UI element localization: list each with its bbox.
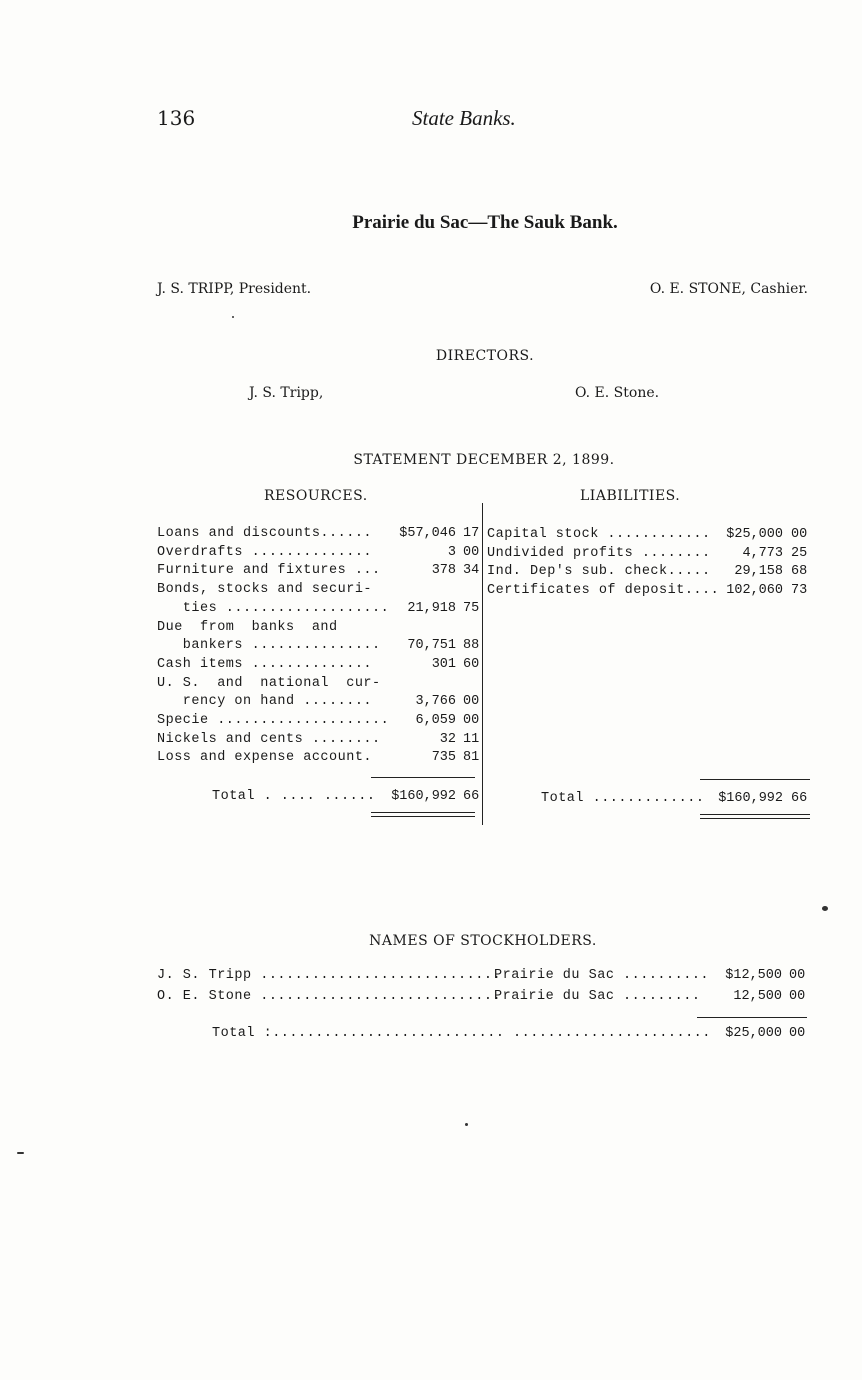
liability-row-cents: 00 xyxy=(791,527,808,542)
resource-row-dollars: 735 xyxy=(431,750,456,766)
cashier-line: O. E. STONE, Cashier. xyxy=(649,281,808,297)
resource-row-cents: 17 xyxy=(463,526,480,541)
resource-row-cents: 75 xyxy=(463,600,480,616)
stockholder-name: J. S. Tripp ............................ xyxy=(157,968,502,983)
resource-row-dollars: 32 xyxy=(439,731,456,747)
stockholder-name: O. E. Stone ............................ xyxy=(157,989,502,1004)
resource-row-label: bankers ............... xyxy=(157,638,381,654)
liability-row-cents: 25 xyxy=(791,545,808,561)
stockholders-heading: NAMES OF STOCKHOLDERS. xyxy=(369,933,597,949)
liability-row-label: Capital stock ............ xyxy=(487,527,711,542)
director-name: O. E. Stone. xyxy=(575,385,660,401)
liabilities-total-double-rule xyxy=(700,814,810,815)
liabilities-heading: LIABILITIES. xyxy=(580,488,681,504)
liabilities-total-label: Total ............. xyxy=(541,791,705,806)
resource-row-label: Furniture and fixtures ... xyxy=(157,563,381,579)
liability-row-dollars: 29,158 xyxy=(734,564,783,580)
liability-row-cents: 73 xyxy=(791,583,808,599)
stockholder-residence: Prairie du Sac .......... xyxy=(494,968,710,983)
column-divider xyxy=(482,503,483,825)
liability-row-label: Certificates of deposit.... xyxy=(487,583,720,599)
director-name: J. S. Tripp, xyxy=(249,385,324,401)
resource-row-dollars: $57,046 xyxy=(399,526,456,541)
stockholders-total-label: Total :........................... ....................... xyxy=(212,1026,711,1041)
liabilities-total-dollars: $160,992 xyxy=(718,791,783,806)
statement-heading: STATEMENT DECEMBER 2, 1899. xyxy=(353,452,615,468)
resource-row-dollars: 3,766 xyxy=(415,694,456,710)
resource-row-label: Due from banks and xyxy=(157,619,338,635)
resources-total-dollars: $160,992 xyxy=(391,789,456,804)
resource-row-label: Loss and expense account. xyxy=(157,750,373,766)
resource-row-dollars: 70,751 xyxy=(407,638,456,654)
president-line: J. S. TRIPP, President. xyxy=(157,281,312,297)
stockholder-dollars: $12,500 xyxy=(725,968,782,983)
resource-row-cents: 81 xyxy=(463,750,480,766)
resource-row-cents: 00 xyxy=(463,713,480,728)
liability-row-label: Ind. Dep's sub. check..... xyxy=(487,564,711,580)
stockholders-total-dollars: $25,000 xyxy=(725,1026,782,1041)
resource-row-dollars: 21,918 xyxy=(407,600,456,616)
resource-row-cents: 00 xyxy=(463,694,480,710)
resource-row-label: Nickels and cents ........ xyxy=(157,731,381,747)
liabilities-total-cents: 66 xyxy=(791,791,808,806)
liability-row-cents: 68 xyxy=(791,564,808,580)
stockholders-total-rule xyxy=(697,1017,807,1018)
resource-row-dollars: 3 xyxy=(447,544,456,560)
ink-speck xyxy=(17,1152,24,1154)
resource-row-cents: 34 xyxy=(463,563,480,579)
bank-title: Prairie du Sac—The Sauk Bank. xyxy=(352,212,618,233)
resource-row-label: Bonds, stocks and securi- xyxy=(157,582,373,598)
liability-row-dollars: 4,773 xyxy=(742,545,783,561)
ink-speck xyxy=(465,1123,468,1126)
resource-row-cents: 60 xyxy=(463,656,480,672)
resource-row-dollars: 378 xyxy=(431,563,456,579)
resource-row-label: rency on hand ........ xyxy=(157,694,373,710)
resources-total-label: Total . .... ...... xyxy=(212,789,376,804)
ink-speck xyxy=(232,316,234,318)
resource-row-label: ties ................... xyxy=(157,600,390,616)
resources-total-double-rule xyxy=(371,816,475,817)
resource-row-label: U. S. and national cur- xyxy=(157,675,381,691)
resource-row-label: Cash items .............. xyxy=(157,656,373,672)
directors-heading: DIRECTORS. xyxy=(435,348,535,364)
liability-row-dollars: 102,060 xyxy=(726,583,783,599)
resource-row-cents: 11 xyxy=(463,731,480,747)
stockholder-residence: Prairie du Sac ......... xyxy=(494,989,701,1004)
resource-row-dollars: 6,059 xyxy=(415,713,456,728)
resource-row-label: Overdrafts .............. xyxy=(157,544,373,560)
liabilities-subtotal-rule xyxy=(700,779,810,780)
page-number: 136 xyxy=(157,106,196,130)
stockholder-cents: 00 xyxy=(789,989,806,1004)
stockholder-cents: 00 xyxy=(789,968,806,983)
liability-row-dollars: $25,000 xyxy=(726,527,783,542)
stockholders-total-cents: 00 xyxy=(789,1026,806,1041)
running-title: State Banks. xyxy=(412,106,516,130)
resource-row-cents: 88 xyxy=(463,638,480,654)
resources-subtotal-rule xyxy=(371,777,475,778)
resource-row-label: Loans and discounts...... xyxy=(157,526,373,541)
resources-heading: RESOURCES. xyxy=(264,488,368,504)
resources-total-double-rule xyxy=(371,812,475,813)
resource-row-dollars: 301 xyxy=(431,656,456,672)
resource-row-cents: 00 xyxy=(463,544,480,560)
liability-row-label: Undivided profits ........ xyxy=(487,545,711,561)
resources-total-cents: 66 xyxy=(463,789,480,804)
ink-speck xyxy=(822,906,828,911)
liabilities-total-double-rule xyxy=(700,818,810,819)
resource-row-label: Specie .................... xyxy=(157,713,390,728)
stockholder-dollars: 12,500 xyxy=(733,989,782,1004)
